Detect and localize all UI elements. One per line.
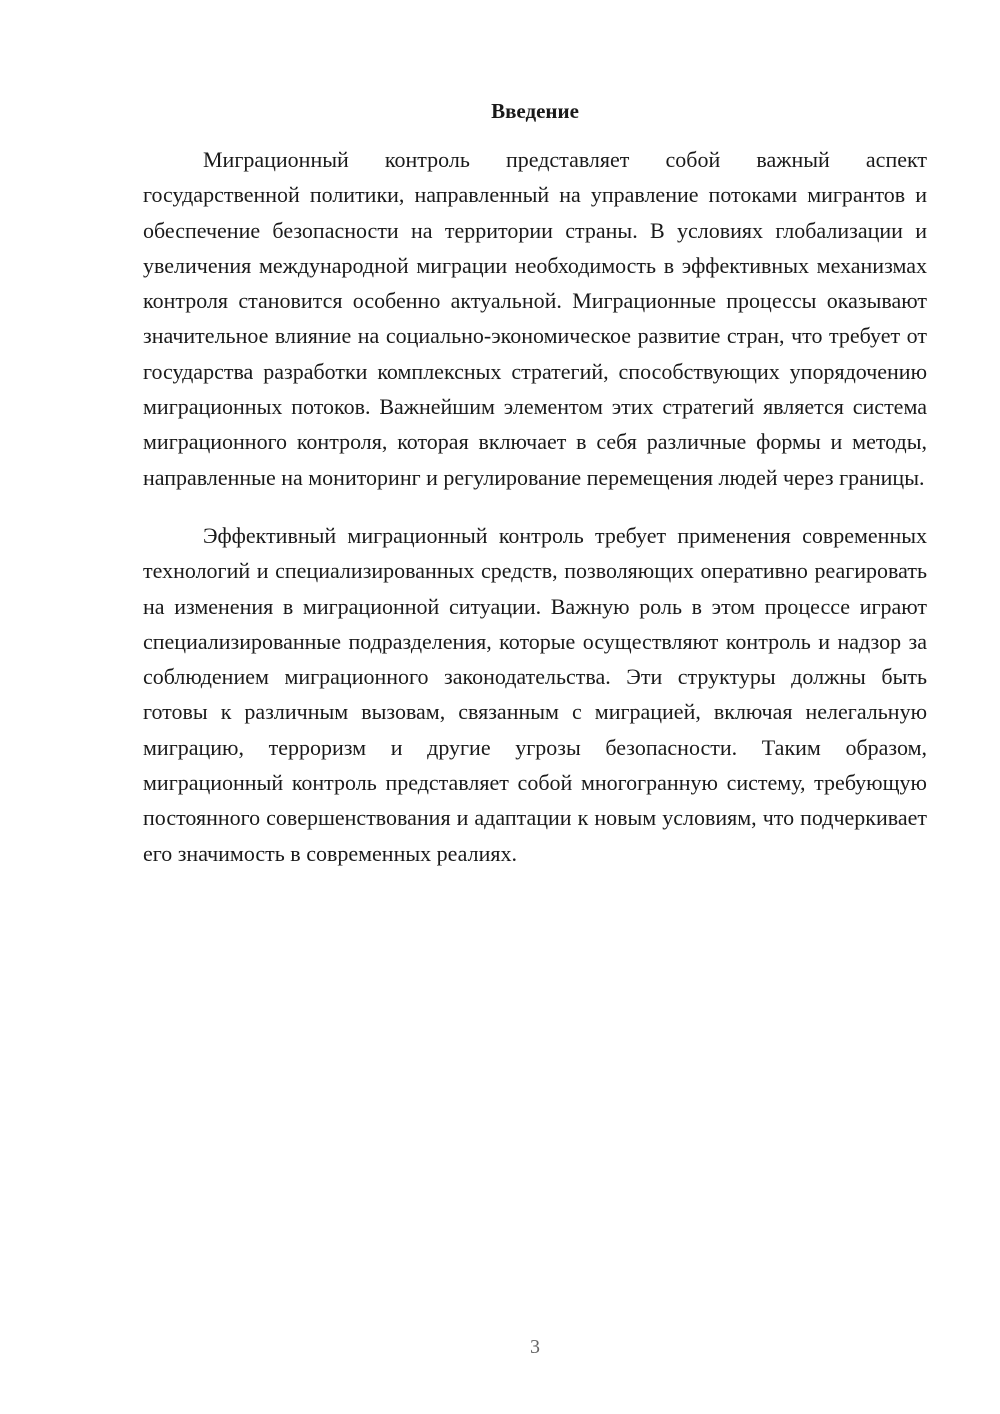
page-number: 3 <box>530 1336 540 1358</box>
body-text <box>143 142 927 871</box>
section-heading: Введение <box>491 99 579 123</box>
paragraph: Миграционный контроль представляет собой важный аспект государственной политики, направленный на управление потоками мигрантов и обеспечение безопасности на территории страны. В условиях глобализации и увеличения международной миграции необходимость в эффективных механизмах контроля становится особенно актуальной. Миграционные процессы оказывают значительное влияние на социально-экономическое развитие стран, что требует от государства разработки комплексных стратегий, способствующих упорядочению миграционных потоков. Важнейшим элементом этих стратегий является система миграционного контроля, которая включает в себя различные формы и методы, направленные на мониторинг и регулирование перемещения людей через границы. <box>143 147 927 490</box>
paragraph: Эффективный миграционный контроль требует применения современных технологий и специализированных средств, позволяющих оперативно реагировать на изменения в миграционной ситуации. Важную роль в этом процессе играют специализированные подразделения, которые осуществляют контроль и надзор за соблюдением миграционного законодательства. Эти структуры должны быть готовы к различным вызовам, связанным с миграцией, включая нелегальную миграцию, терроризм и другие угрозы безопасности. Таким образом, миграционный контроль представляет собой многогранную систему, требующую постоянного совершенствования и адаптации к новым условиям, что подчеркивает его значимость в современных реалиях. <box>143 522 927 866</box>
